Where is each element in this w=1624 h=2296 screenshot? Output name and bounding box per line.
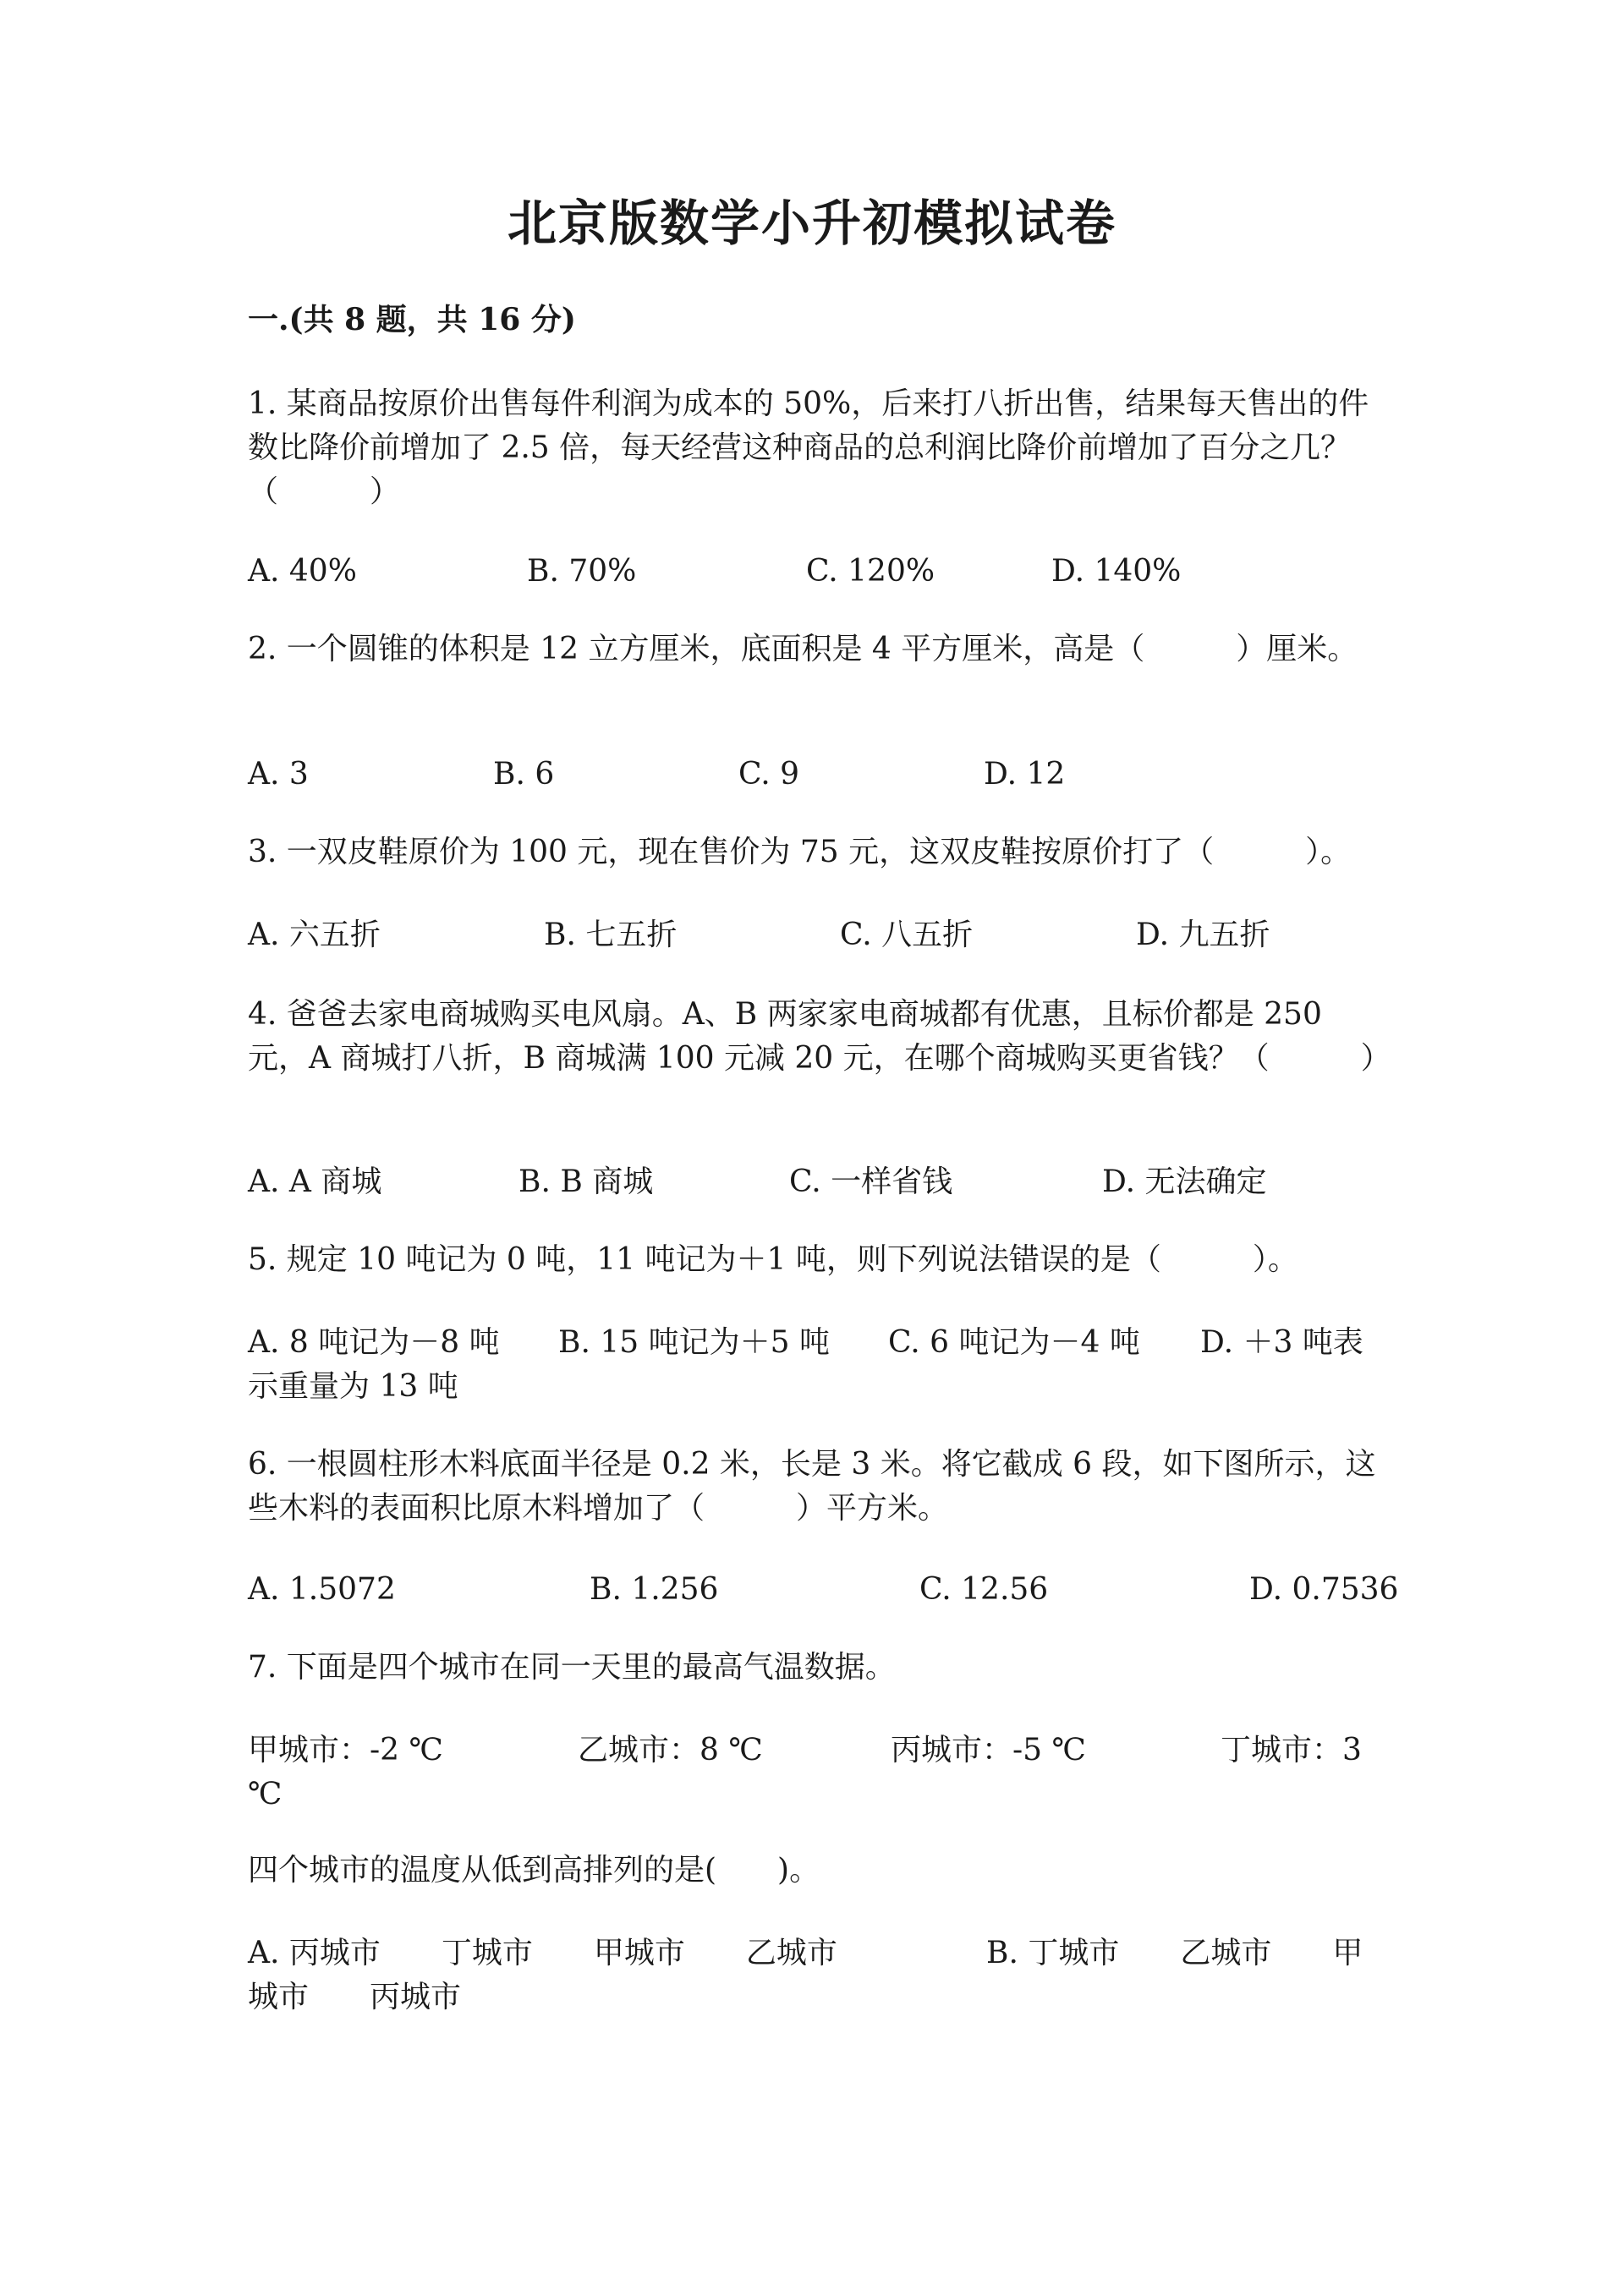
question-2-option-c[interactable]: C. 9 xyxy=(738,757,800,792)
question-1-option-d[interactable]: D. 140% xyxy=(1051,554,1182,589)
question-5-option-b[interactable]: B. 15 吨记为＋5 吨 xyxy=(558,1325,830,1360)
question-1-option-c[interactable]: C. 120% xyxy=(806,554,935,589)
page-title: 北京版数学小升初模拟试卷 xyxy=(507,195,1116,252)
question-3-stem: 3. 一双皮鞋原价为 100 元，现在售价为 75 元，这双皮鞋按原价打了（ ）。 xyxy=(248,835,1352,869)
question-2-stem: 2. 一个圆锥的体积是 12 立方厘米，底面积是 4 平方厘米，高是（ ）厘米。 xyxy=(248,632,1358,666)
question-3-option-b[interactable]: B. 七五折 xyxy=(544,918,678,952)
question-6-option-a[interactable]: A. 1.5072 xyxy=(248,1572,396,1607)
question-3-option-a[interactable]: A. 六五折 xyxy=(248,918,381,952)
question-7-stem: 7. 下面是四个城市在同一天里的最高气温数据。 xyxy=(248,1650,896,1685)
question-2-option-a[interactable]: A. 3 xyxy=(248,757,309,792)
section-header: 一.(共 8 题，共 16 分) xyxy=(248,302,576,337)
question-5-option-d[interactable]: D. ＋3 吨表示重量为 13 吨 xyxy=(248,1325,1363,1404)
question-6-option-b[interactable]: B. 1.256 xyxy=(590,1572,719,1607)
question-1-option-a[interactable]: A. 40% xyxy=(248,554,357,589)
question-4-stem: 4. 爸爸去家电商城购买电风扇。A、B 两家家电商城都有优惠，且标价都是 250 元，A 商城打八折，B 商城满 100 元减 20 元，在哪个商城购买更省钱？（ ） xyxy=(248,997,1391,1076)
question-6-option-d[interactable]: D. 0.7536 xyxy=(1249,1572,1399,1607)
question-2-option-d[interactable]: D. 12 xyxy=(984,757,1066,792)
question-7-city-ding: 丁城市：3 ℃ xyxy=(248,1733,1372,1811)
question-7-city-bing: 丙城市：-5 ℃ xyxy=(891,1733,1086,1767)
question-7-city-yi: 乙城市：8 ℃ xyxy=(578,1733,763,1767)
question-7-city-jia: 甲城市：-2 ℃ xyxy=(248,1733,443,1767)
question-6-option-c[interactable]: C. 12.56 xyxy=(919,1572,1049,1607)
question-4-option-a[interactable]: A. A 商城 xyxy=(248,1164,382,1199)
question-5-stem: 5. 规定 10 吨记为 0 吨，11 吨记为＋1 吨，则下列说法错误的是（ ）。 xyxy=(248,1242,1298,1277)
question-1-stem: 1. 某商品按原价出售每件利润为成本的 50%，后来打八折出售，结果每天售出的件数比降价前增加了 2.5 倍，每天经营这种商品的总利润比降价前增加了百分之几？（ ） xyxy=(248,386,1369,509)
question-1-option-b[interactable]: B. 70% xyxy=(527,554,637,589)
question-5-option-c[interactable]: C. 6 吨记为－4 吨 xyxy=(888,1325,1140,1360)
question-7-option-b[interactable]: B. 丁城市 乙城市 甲城市 丙城市 xyxy=(248,1936,1363,2014)
question-2-option-b[interactable]: B. 6 xyxy=(493,757,555,792)
question-7-sub-stem: 四个城市的温度从低到高排列的是( )。 xyxy=(248,1853,820,1888)
question-6-stem: 6. 一根圆柱形木料底面半径是 0.2 米，长是 3 米。将它截成 6 段，如下图所示，这些木料的表面积比原木料增加了（ ）平方米。 xyxy=(248,1447,1376,1526)
question-5-option-a[interactable]: A. 8 吨记为－8 吨 xyxy=(248,1325,500,1360)
question-4-option-d[interactable]: D. 无法确定 xyxy=(1102,1164,1267,1199)
question-4-option-c[interactable]: C. 一样省钱 xyxy=(789,1164,953,1199)
question-3-option-d[interactable]: D. 九五折 xyxy=(1136,918,1270,952)
question-3-option-c[interactable]: C. 八五折 xyxy=(840,918,974,952)
question-7-option-a[interactable]: A. 丙城市 丁城市 甲城市 乙城市 xyxy=(248,1936,837,1970)
question-4-option-b[interactable]: B. B 商城 xyxy=(518,1164,654,1199)
